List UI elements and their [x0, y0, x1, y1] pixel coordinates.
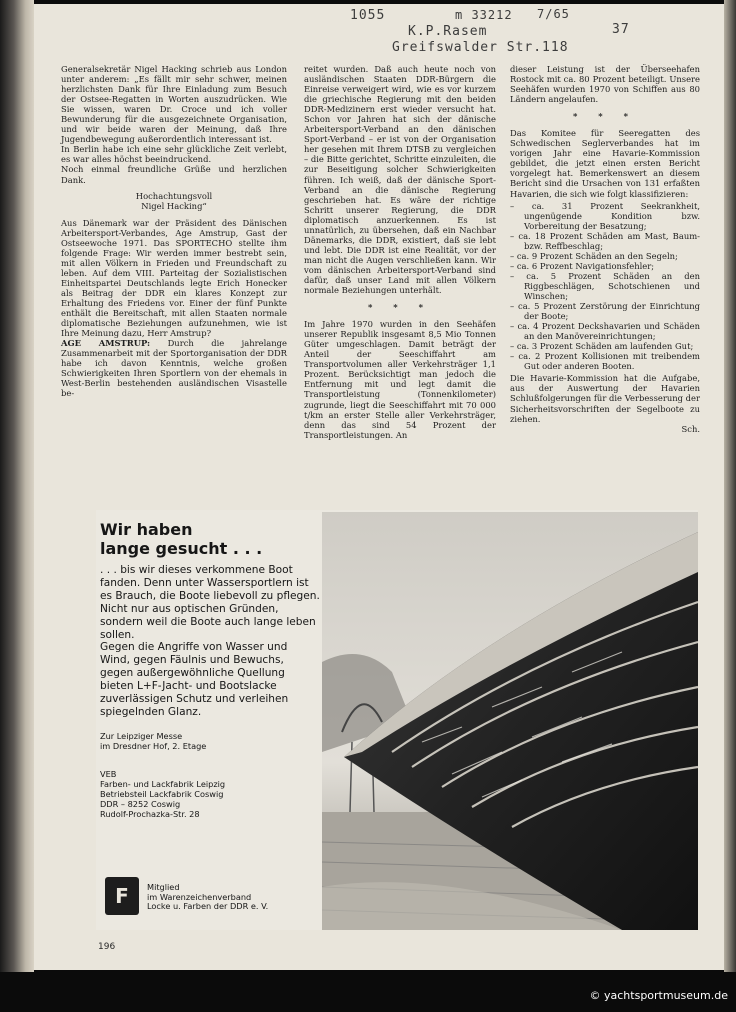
letter-closing: Hochachtungsvoll [135, 190, 213, 201]
ad-fair-location: im Dresdner Hof, 2. Etage [100, 740, 207, 751]
company-line: DDR – 8252 Coswig [100, 798, 181, 809]
ad-headline-line-2: lange gesucht . . . [100, 539, 263, 558]
text-column-1 [61, 64, 287, 399]
paragraph: Im Jahre 1970 wurden in den Seehäfen unserer Republik insgesamt 8,5 Mio Tonnen Güter umgeschlagen. Damit beträgt der Anteil der Seeschiffahrt am Transportvolumen aller Verkehrsträger 1,1 Prozent. Berücksichtigt man jedoch die Entfernung mit und legt damit die Transportleistung (Tonnenkilometer) zugrunde, liegt die Seeschiffahrt mit 70 000 t/km an erster Stelle aller Verkehrsträger, denn das sind 54 Prozent der Transportleistungen. An [304, 319, 496, 440]
letter-signature: Nigel Hacking“ [141, 200, 207, 211]
archive-stamp-issue: 7/65 [537, 7, 570, 21]
list-item: – ca. 4 Prozent Deckshavarien und Schäden an den Manövereinrichtungen; [510, 321, 700, 342]
company-line: VEB [100, 768, 117, 779]
paragraph: Generalsekretär Nigel Hacking schrieb aus London unter anderem: „Es fällt mir sehr schwer, meinen herzlichsten Dank für Ihre Einladung zum Besuch der Ostsee-Regatten in Worten auszudrücken. Wie Sie wissen, waren Dr. Croce und ich voller Bewunderung für die ausgezeichnete Organisation, und wir beide waren der Meinung, daß Ihre Jugendbewegung außerordentlich interessant ist. [61, 64, 287, 145]
ad-fair-line: Zur Leipziger Messe [100, 730, 183, 741]
archive-stamp-number: 1055 [350, 8, 386, 23]
page-edge [724, 0, 736, 972]
paragraph [61, 338, 287, 398]
membership-text [147, 883, 268, 912]
ad-body-paragraph: Nicht nur aus optischen Gründen, sondern weil die Boote auch lange leben sollen. [100, 602, 316, 641]
boat-hull-photo [322, 512, 698, 930]
list-item: – ca. 5 Prozent Zerstörung der Einrichtung der Boote; [510, 301, 700, 322]
author-initials: Sch. [681, 423, 700, 434]
section-divider: * * * [368, 302, 432, 313]
owner-stamp-name: K.P.Rasem [408, 24, 488, 39]
company-logo: F [105, 877, 139, 915]
paragraph: reitet wurden. Daß auch heute noch von ausländischen Staaten DDR-Bürgern die Einreise verweigert wird, wie es vor kurzem die griechische Regierung mit den beiden DDR-Medizinern erst wieder versucht hat. Schon vor Jahren hat sich der dänische Arbeitersport-Verband an den dänischen Sport-Verband – er ist von der Organisation her gesehen mit Ihrem DTSB zu vergleichen – die Bitte gerichtet, Schritte einzuleiten, die zur Beseitigung solcher Schwierigkeiten führen. Ich weiß, daß der dänische Sport-Verband an die dänische Regierung geschrieben hat. Es wäre der richtige Schritt unserer Regierung, die DDR diplomatisch anzuerkennen. Es ist unnatürlich, zu übersehen, daß ein Nachbar Dänemarks, die DDR, existiert, daß sie lebt und lebt. Die DDR ist eine Realität, vor der man nicht die Augen verschließen kann. Wir vom dänischen Arbeitersport-Verband sind dafür, daß unser Land mit allen Völkern normale Beziehungen unterhält. [304, 64, 496, 296]
ad-body-paragraph: . . . bis wir dieses verkommene Boot fanden. Denn unter Wassersportlern ist es Brauch, die Boote liebevoll zu pflegen. [100, 564, 320, 602]
handwritten-page-number: 37 [612, 22, 630, 37]
list-item: – ca. 18 Prozent Schäden am Mast, Baum- bzw. Reffbeschlag; [510, 230, 700, 251]
membership-line: im Warenzeichenverband [147, 891, 252, 902]
membership-line: Mitglied [147, 882, 180, 892]
paragraph: Das Komitee für Seeregatten des Schwedischen Seglerverbandes hat im vorigen Jahr eine Havarie-Kommission gebildet, die jetzt einen ersten Bericht vorgelegt hat. Bemerkenswert an diesem Bericht sind die Ursachen von 131 erfaßten Havarien, die sich wie folgt klassifizieren: [510, 128, 700, 199]
book-binding [0, 0, 34, 972]
list-item: – ca. 9 Prozent Schäden an den Segeln; [510, 250, 678, 261]
list-item: – ca. 2 Prozent Kollisionen mit treibendem Gut oder anderen Booten. [510, 351, 700, 372]
archive-stamp-code: m 33212 [455, 8, 513, 22]
ad-headline [100, 520, 320, 558]
text-column-2 [304, 64, 496, 440]
section-divider: * * * [573, 111, 637, 122]
company-line: Betriebsteil Lackfabrik Coswig [100, 788, 224, 799]
company-line: Farben- und Lackfabrik Leipzig [100, 778, 226, 789]
list-item: – ca. 5 Prozent Schäden an den Riggbeschlägen, Schotschienen und Winschen; [510, 270, 700, 301]
paragraph: Aus Dänemark war der Präsident des Dänischen Arbeitersport-Verbandes, Age Amstrup, Gast der Ostseewoche 1971. Das SPORTECHO stellte ihm folgende Frage: Wir werden immer bestrebt sein, mit allen Völkern in Frieden und Freundschaft zu leben. Auf dem VIII. Parteitag der Sozialistischen Einheitspartei Deutschlands legte Erich Honecker als Beitrag der DDR ein klares Konzept zur Erhaltung des Friedens vor. Einer der fünf Punkte enthält die Bereitschaft, mit allen Staaten normale diplomatische Beziehungen aufzunehmen, wie ist Ihre Meinung dazu, Herr Amstrup? [61, 217, 287, 339]
damage-list [510, 201, 700, 372]
page-number: 196 [98, 942, 116, 952]
interview-answer: Durch die jahrelange Zusammenarbeit mit der Sportorganisation der DDR habe ich davon Kenntnis, welche großen Schwierigkeiten Ihren Sportlern von der ehemals in West-Berlin bestehenden ausländischen Visastelle be- [61, 338, 287, 399]
paragraph: dieser Leistung ist der Überseehafen Rostock mit ca. 80 Prozent beteiligt. Unsere Seehäfen wurden 1970 von Schiffen aus 80 Ländern angelaufen. [510, 64, 700, 105]
interviewee-label: AGE AMSTRUP: [61, 338, 151, 349]
company-line: Rudolf-Prochazka-Str. 28 [100, 808, 200, 819]
ad-headline-line-1: Wir haben [100, 520, 193, 539]
paragraph: In Berlin habe ich eine sehr glückliche Zeit verlebt, es war alles höchst beeindruckend. [61, 144, 287, 165]
list-item: – ca. 6 Prozent Navigationsfehler; [510, 260, 655, 271]
membership-line: Locke u. Farben der DDR e. V. [147, 901, 269, 912]
watermark-credit: © yachtsportmuseum.de [589, 989, 728, 1002]
advertisement-text [100, 520, 320, 819]
list-item: – ca. 31 Prozent Seekrankheit, ungenügende Kondition bzw. Vorbereitung der Besatzung; [510, 200, 700, 231]
list-item: – ca. 3 Prozent Schäden am laufenden Gut; [510, 341, 694, 352]
paragraph: Die Havarie-Kommission hat die Aufgabe, aus der Auswertung der Havarien Schlußfolgerungen für die Verbesserung der Sicherheitsvorschriften der Segelboote zu ziehen. [510, 373, 700, 424]
ad-body-paragraph: Gegen die Angriffe von Wasser und Wind, gegen Fäulnis und Bewuchs, gegen außergewöhnliche Quellung bieten L+F-Jacht- und Bootslacke zuverlässigen Schutz und verleihen spiegelnden Glanz. [100, 641, 289, 718]
owner-stamp-street: Greifswalder Str.118 [392, 40, 569, 55]
text-column-3 [510, 64, 700, 434]
paragraph: Noch einmal freundliche Grüße und herzlichen Dank. [61, 164, 287, 185]
